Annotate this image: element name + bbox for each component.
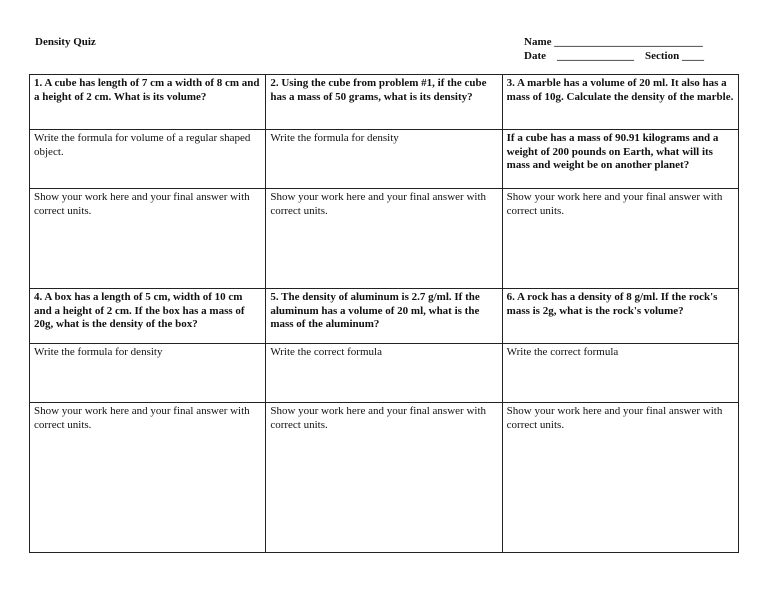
formula-cell-4[interactable]: Write the formula for density [30, 344, 266, 403]
question-2: 2. Using the cube from problem #1, if the cube has a mass of 50 grams, what is its density? [266, 75, 502, 130]
work-cell-3[interactable]: Show your work here and your final answer with correct units. [502, 189, 738, 289]
work-row-2 [30, 403, 739, 553]
work-cell-5[interactable]: Show your work here and your final answer with correct units. [266, 403, 502, 553]
date-section-line: Date ______________ Section ____ [524, 50, 704, 62]
quiz-table [29, 74, 739, 553]
planet-question: If a cube has a mass of 90.91 kilograms and a weight of 200 pounds on Earth, what will its mass and weight be on another planet? [502, 130, 738, 189]
question-row-2 [30, 289, 739, 344]
name-line: Name ___________________________ [524, 36, 703, 48]
formula-cell-2[interactable]: Write the formula for density [266, 130, 502, 189]
formula-row-1 [30, 130, 739, 189]
formula-cell-5[interactable]: Write the correct formula [266, 344, 502, 403]
formula-cell-1[interactable]: Write the formula for volume of a regular shaped object. [30, 130, 266, 189]
formula-cell-6[interactable]: Write the correct formula [502, 344, 738, 403]
question-5: 5. The density of aluminum is 2.7 g/ml. If the aluminum has a volume of 20 ml, what is the mass of the aluminum? [266, 289, 502, 344]
question-3: 3. A marble has a volume of 20 ml. It also has a mass of 10g. Calculate the density of the marble. [502, 75, 738, 130]
work-cell-2[interactable]: Show your work here and your final answer with correct units. [266, 189, 502, 289]
work-cell-6[interactable]: Show your work here and your final answer with correct units. [502, 403, 738, 553]
question-row-1 [30, 75, 739, 130]
page-title: Density Quiz [35, 36, 96, 48]
work-cell-1[interactable]: Show your work here and your final answer with correct units. [30, 189, 266, 289]
work-row-1 [30, 189, 739, 289]
question-1: 1. A cube has length of 7 cm a width of 8 cm and a height of 2 cm. What is its volume? [30, 75, 266, 130]
question-4: 4. A box has a length of 5 cm, width of 10 cm and a height of 2 cm. If the box has a mass of 20g, what is the density of the box? [30, 289, 266, 344]
question-6: 6. A rock has a density of 8 g/ml. If the rock's mass is 2g, what is the rock's volume? [502, 289, 738, 344]
work-cell-4[interactable]: Show your work here and your final answer with correct units. [30, 403, 266, 553]
formula-row-2 [30, 344, 739, 403]
